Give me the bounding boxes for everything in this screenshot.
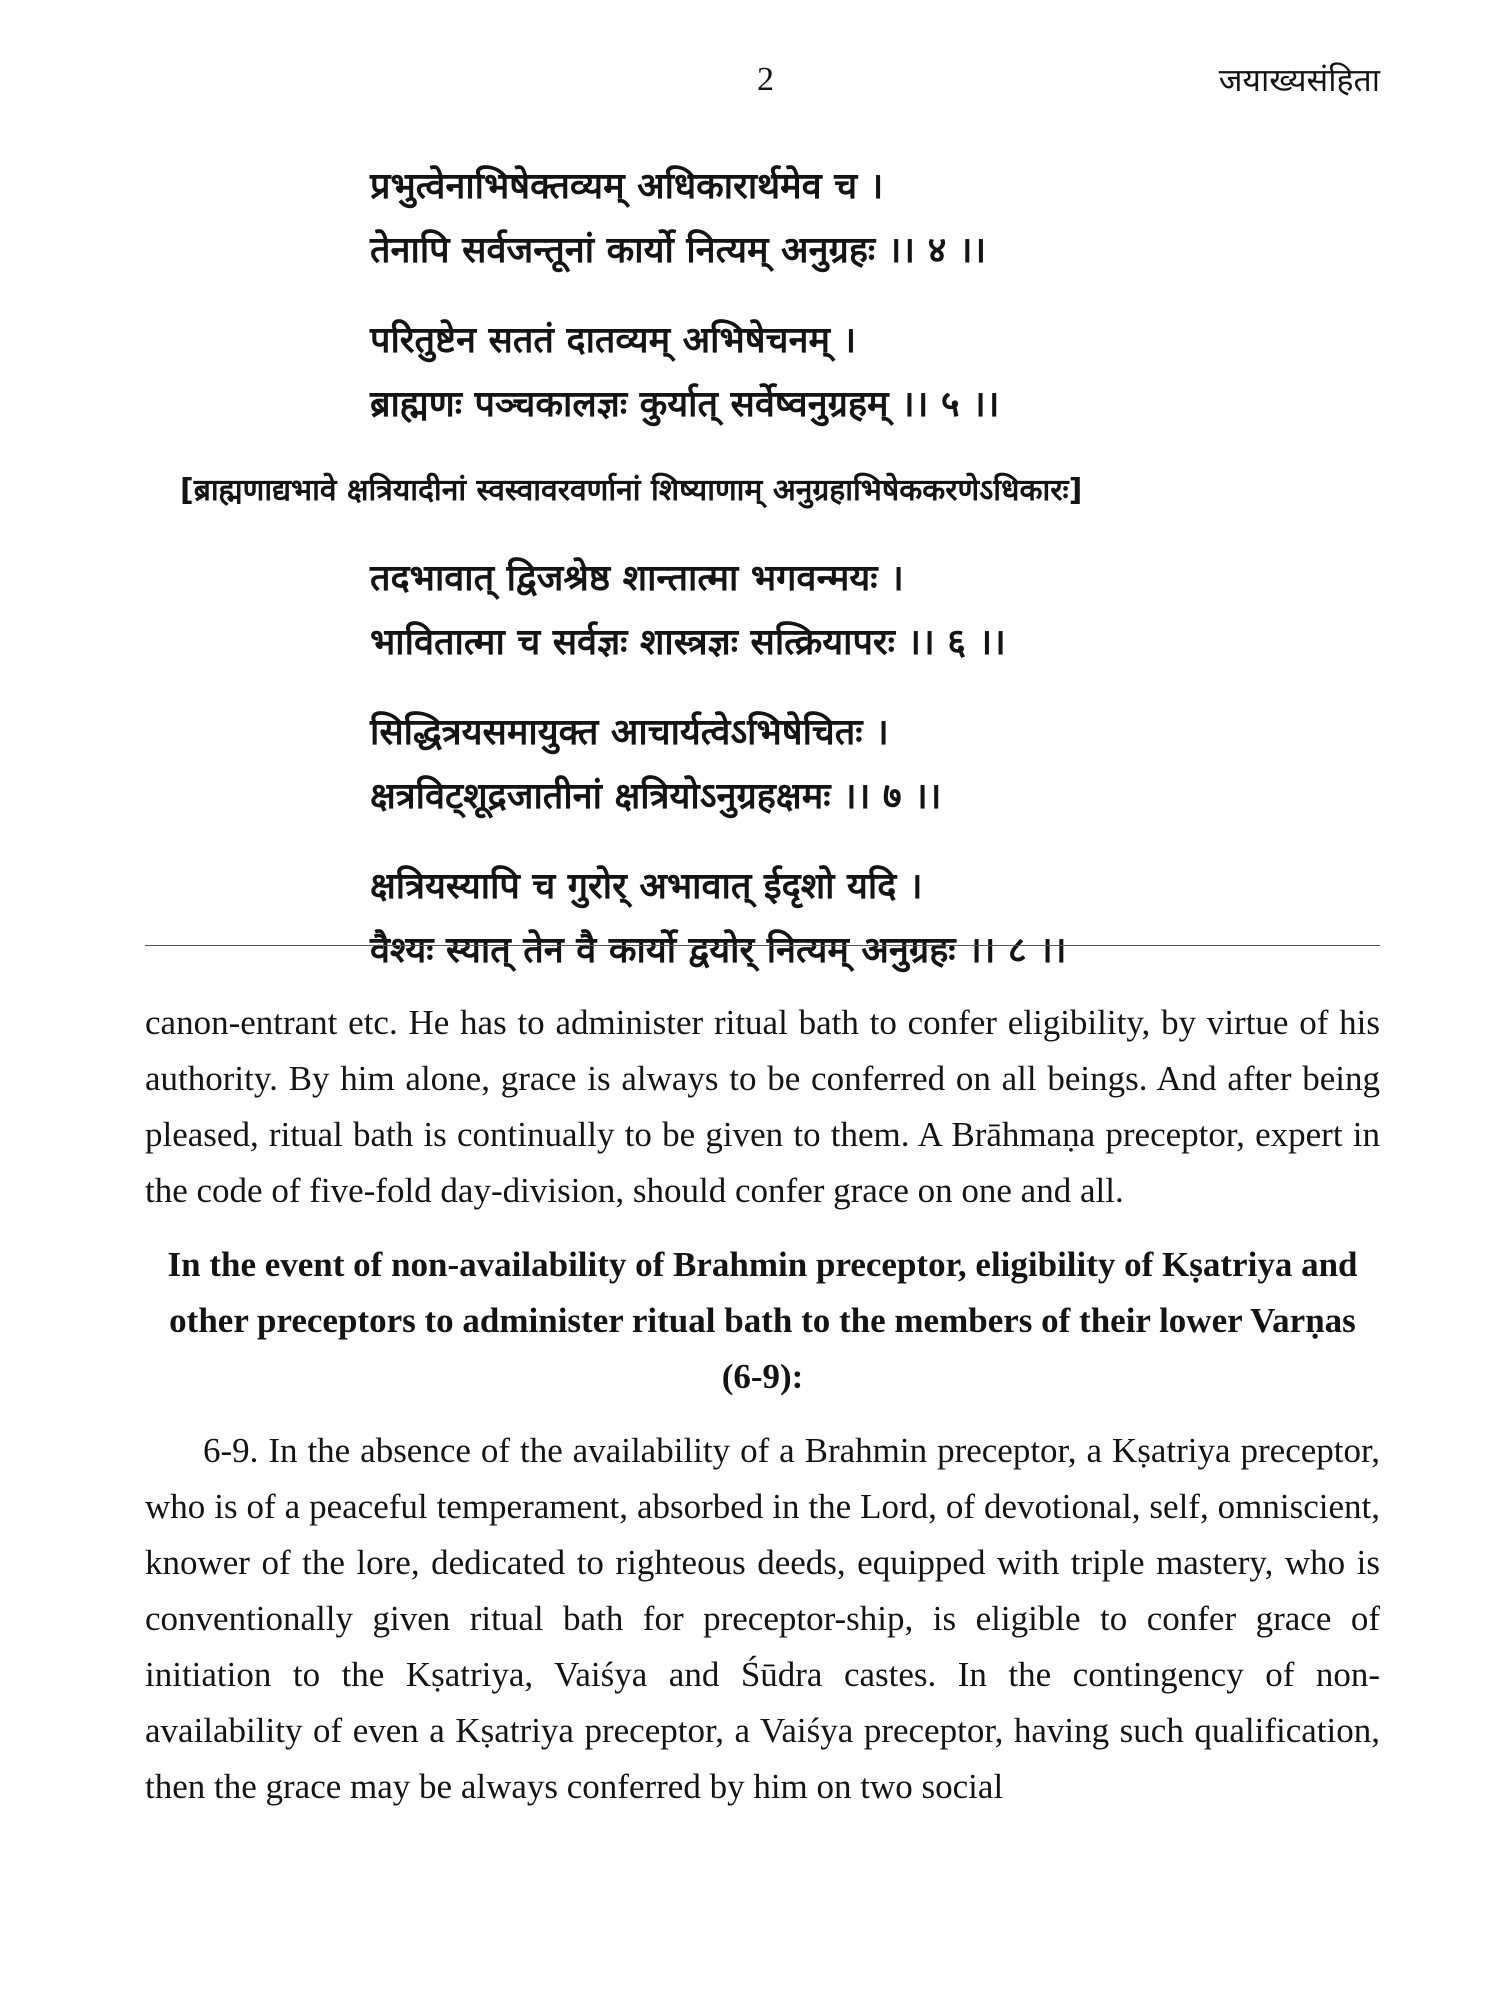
running-title: जयाख्यसंहिता xyxy=(1218,61,1380,99)
verse-line: वैश्यः स्यात् तेन वै कार्यो द्वयोर् नित्यम् अनुग्रहः ।। ८ ।। xyxy=(370,930,1067,971)
sanskrit-verses xyxy=(180,155,1380,1009)
verse-8 xyxy=(180,855,1380,983)
verse-line: क्षत्रविट्शूद्रजातीनां क्षत्रियोऽनुग्रहक्षमः ।। ७ ।। xyxy=(370,776,942,817)
sanskrit-section-heading: [ब्राह्मणाद्यभावे क्षत्रियादीनां स्वस्वावरवर्णानां शिष्याणाम् अनुग्रहाभिषेककरणेऽधिकारः] xyxy=(180,473,1083,508)
verse-6 xyxy=(180,547,1380,675)
horizontal-divider xyxy=(145,945,1380,946)
verse-5 xyxy=(180,309,1380,437)
verse-line: क्षत्रियस्यापि च गुरोर् अभावात् ईदृशो यदि । xyxy=(370,866,923,907)
verse-line: प्रभुत्वेनाभिषेक्तव्यम् अधिकारार्थमेव च । xyxy=(370,166,884,207)
page-header xyxy=(145,60,1380,110)
page-number: 2 xyxy=(757,61,774,98)
verse-line: सिद्धित्रयसमायुक्त आचार्यत्वेऽभिषेचितः । xyxy=(370,712,889,753)
verse-line: तेनापि सर्वजन्तूनां कार्यो नित्यम् अनुग्रहः ।। ४ ।। xyxy=(370,230,987,271)
verse-4 xyxy=(180,155,1380,283)
verse-line: परितुष्टेन सततं दातव्यम् अभिषेचनम् । xyxy=(370,320,857,361)
translation-paragraph: 6-9. In the absence of the availability of a Brahmin preceptor, a Kṣatriya preceptor, who is of a peaceful temperament, absorbed in the Lord, of devotional, self, omniscient, knower of the lore, dedicated to righteous deeds, equipped with triple mastery, who is conventionally given ritual bath for preceptor-ship, is eligible to confer grace of initiation to the Kṣatriya, Vaiśya and Śūdra castes. In the contingency of non-availability of even a Kṣatriya preceptor, a Vaiśya preceptor, having such qualification, then the grace may be always conferred by him on two social xyxy=(145,1431,1380,1806)
verse-7 xyxy=(180,701,1380,829)
section-heading: In the event of non-availability of Brahmin preceptor, eligibility of Kṣatriya and other preceptors to administer ritual bath to the members of their lower Varṇas (6-9): xyxy=(167,1245,1358,1396)
verse-line: तदभावात् द्विजश्रेष्ठ शान्तात्मा भगवन्मयः । xyxy=(370,558,904,599)
english-translation xyxy=(145,995,1380,1815)
verse-line: ब्राह्मणः पञ्चकालज्ञः कुर्यात् सर्वेष्वनुग्रहम् ।। ५ ।। xyxy=(370,384,1000,425)
verse-line: भावितात्मा च सर्वज्ञः शास्त्रज्ञः सत्क्रियापरः ।। ६ ।। xyxy=(370,622,1006,663)
translation-paragraph: canon-entrant etc. He has to administer ritual bath to confer eligibility, by virtue of his authority. By him alone, grace is always to be conferred on all beings. And after being pleased, ritual bath is continually to be given to them. A Brāhmaṇa preceptor, expert in the code of five-fold day-division, should confer grace on one and all. xyxy=(145,1003,1380,1210)
